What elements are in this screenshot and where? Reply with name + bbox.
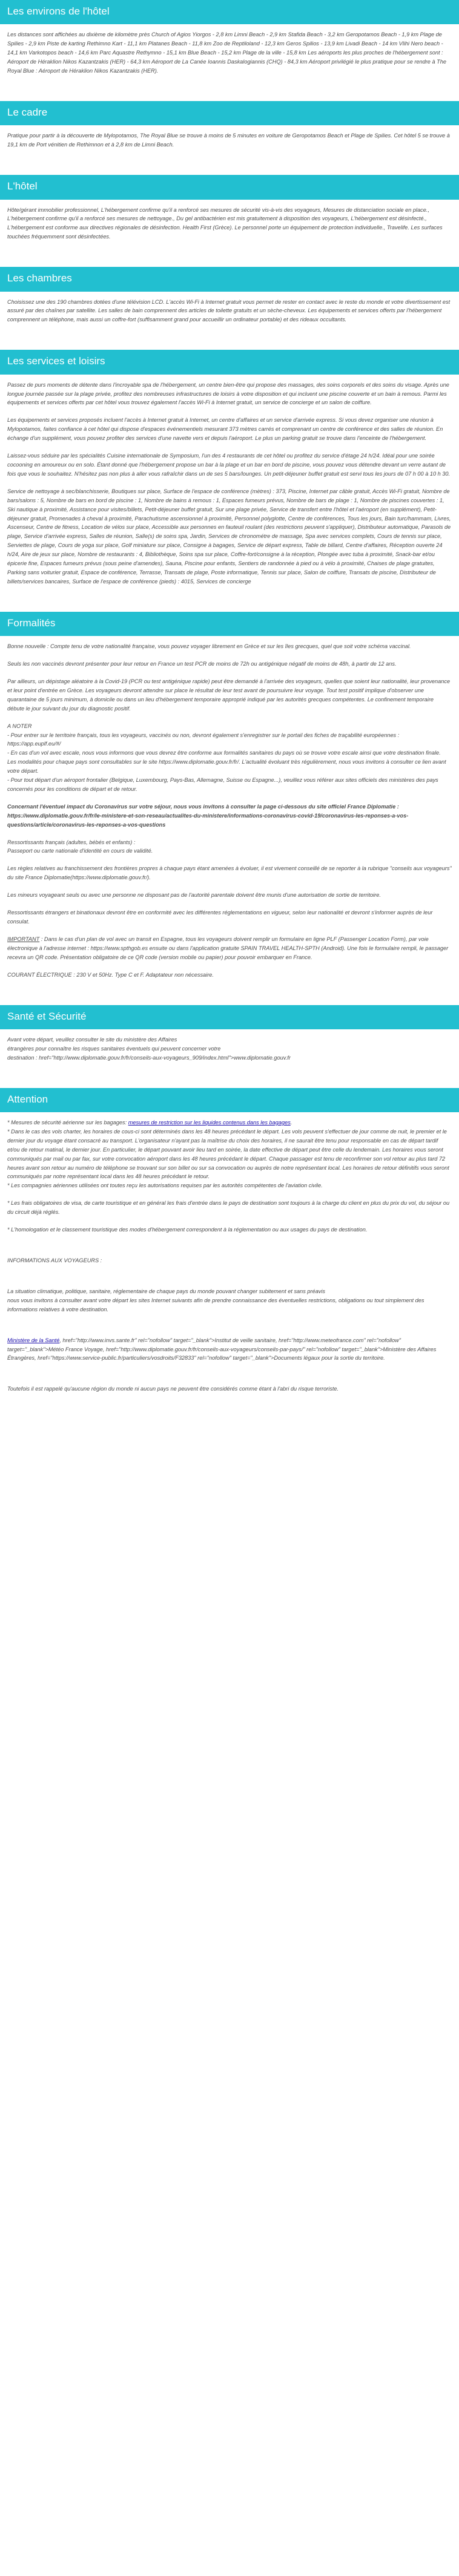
section-title-hotel: L'hôtel [0,175,459,199]
note-body: - Pour entrer sur le territoire français, tous les voyageurs, vaccinés ou non, devront également s'enregistrer sur le portail des fiches de traçabilité européennes : https://app.euplf.eu/#/ - En cas d'un vol avec escale, nous vous informons que vous devrez être conforme aux formalités sanitaires du pays où se trouve votre escale ainsi que votre destination finale. Les modalités pour chaque pays sont consultables sur le site https://www.diplomatie.gouv.fr/fr/. L'actualité évoluant très régulièrement, nous vous invitons à consulter ce lien avant votre départ. - Pour tout départ d'un aéroport frontalier (Belgique, Luxembourg, Pays-Bas, Allemagne, Suisse ou Espagne...), veuillez vous référer aux sites officiels des ministères des pays concernés pour les conditions de départ et de retour. [7,732,446,792]
flights-body: . * Dans le cas des vols charter, les horaires de cous-ci sont déterminés dans les 48 heures précédant le départ. Les vols peuvent s'effectuer de jour comme de nuit, le premier et le dernier jour du voyage étant consacré au transport. L'organisateur n'ayant pas la maîtrise du choix des horaires, il ne saurait être tenu pour responsable en cas de départ tardif et/ou de retour matinal, le dernier jour. En particulier, le départ pouvant avoir lieu tard en soirée, la date effective de départ peut être celle du lendemain. Les horaires vous seront communiqués par mail ou par fax, sur votre convocation aéroport dans les 48 heures précédant le départ. Chaque passager est tenu de reconfirmer son vol retour au plus tard 72 heures avant son retour au numéro de téléphone se trouvant sur son billet ou sur sa convocation ou auprès de notre représentant local. Les horaires de retour définitifs vous seront communiqués par notre représentant local dans les 48 heures précédant le retour. * Les compagnies aériennes utilisées ont toutes reçu les autorisations requises par les autorités compétentes de l'aviation civile. [7,1119,449,1189]
section-body-sante [0,1029,459,1070]
spacer [0,332,459,350]
attention-paragraph-situation: La situation climatique, politique, sanitaire, réglementaire de chaque pays du monde pouvant changer subitement et sans préavis nous vous invitons à consulter avant votre départ les sites Internet suivants afin de prendre connaissance des éventuelles restrictions, obligations ou tout simplement des informations relatives à votre destination. [7,1288,424,1313]
spacer [7,1323,452,1336]
spacer [0,594,459,612]
formalites-paragraph-nationality: Bonne nouvelle : Compte tenu de votre nationalité française, vous pouvez voyager librement en Grèce et sur les îles grecques, quel que soit votre schéma vaccinal. [7,643,411,650]
spacer [0,1070,459,1088]
formalites-paragraph-electricity: COURANT ÉLECTRIQUE : 230 V et 50Hz. Type C et F. Adaptateur non nécessaire. [7,971,214,978]
attention-paragraph-info-heading: INFORMATIONS AUX VOYAGEURS : [7,1257,102,1263]
formalites-paragraph-important [7,935,452,962]
section-body-hotel [0,200,459,249]
formalites-paragraph-return-test: Seuls les non vaccinés devront présenter pour leur retour en France un test PCR de moins de 72h ou antigénique négatif de moins de 48h, à partir de 12 ans. [7,661,397,667]
services-paragraph-amenities: Service de nettoyage à sec/blanchisserie, Boutiques sur place, Surface de l'espace de conférence (mètres) : 373, Piscine, Internet par câble gratuit, Accès Wi-Fi gratuit, Nombre de bars/salons : 5, Nombre de bars en bord de piscine : 1, Nombre de bains à remous : 1, Espaces fumeurs prévus, Nombre de bars de plage : 1, Nombre de piscines couvertes : 1, Ski nautique à proximité, Assistance pour visites/billets, Petit-déjeuner buffet gratuit, Sur une plage privée, Service de transfert entre l'hôtel et l'aéroport (en supplément), Petit-déjeuner gratuit, Promenades à cheval à proximité, Parachutisme ascensionnel à proximité, Personnel polyglotte, Centre de conférences, Tous les jours, Bain turc/hammam, Livres, Ascenseur, Centre de fitness, Location de vélos sur place, Accessible aux personnes en fauteuil roulant (des restrictions peuvent s'appliquer), Distributeur automatique, Parasols de plage, Service d'arrivée express, Salles de réunion, Salle(s) de soins spa, Jardin, Services de chronométre de massage, Spa avec services complets, Cours de tennis sur place, Serviettes de plage, Cours de yoga sur place, Golf miniature sur place, Consigne à bagages, Service de départ express, Table de billard, Centre d'affaires, Réception ouverte 24 h/24, Aire de jeux sur place, Nombre de restaurants : 4, Bibliothèque, Soins spa sur place, Coffre-fort/consigne à la réception, Plongée avec tuba à proximité, Snack-bar et/ou épicerie fine, Espaces fumeurs prévus (sous peine d'amendes), Sauna, Piscine pour enfants, Sentiers de randonnée à pied ou à vélo à proximité, Chaises de plage gratuites, Parking sans voiturier gratuit, Espace de conférence, Terrasse, Transats de plage, Poste informatique, Tennis sur place, Salon de coiffure, Transats de piscine, Distributeur de billets/services bancaires, Surface de l'espace de conférence (pieds) : 4015, Services de concierge [7,488,452,585]
section-services [0,350,459,594]
attention-paragraph-links [7,1336,452,1363]
spacer [7,1274,452,1287]
important-label: IMPORTANT [7,936,40,942]
section-formalites [0,612,459,987]
section-title-cadre: Le cadre [0,101,459,125]
ministere-sante-link[interactable]: Ministère de la Santé [7,1337,60,1343]
formalites-paragraph-foreigners: Ressortissants étrangers et binationaux devront être en conformité avec les différentes réglementations en vigueur, selon leur nationalité et devront s'informer auprès de leur consulat. [7,909,434,925]
cadre-paragraph: Pratique pour partir à la découverte de Mylopotamos, The Royal Blue se trouve à moins de 5 minutes en voiture de Geropotamos Beach et Plage de Spilies. Cet hôtel 5 se trouve à 19,1 km de Port vénitien de Rethimnon et à 2,8 km de Limni Beach. [7,133,452,148]
section-title-formalites: Formalités [0,612,459,636]
chambres-paragraph: Choisissez une des 190 chambres dotées d'une télévision LCD. L'accès Wi-Fi à Internet gratuit vous permet de rester en contact avec le reste du monde et votre divertissement est assuré par des chaînes par satellite. Les salles de bain comprennent des articles de toilette gratuits et un sèche-cheveux. Les équipements et services offerts par l'hébergement comprennent un téléphone, mais aussi un coffre-fort (suffisamment grand pour accueillir un ordinateur portable) et des rideaux occultants. [7,298,452,323]
formalites-paragraph-note [7,722,452,794]
section-title-sante: Santé et Sécurité [0,1005,459,1029]
services-paragraph-dining: Laissez-vous séduire par les spécialités Cuisine internationale de Symposium, l'un des 4 restaurants de cet hôtel ou profitez du service d'étage 24 h/24. Idéal pour une soirée cocooning en amoureux ou en solo. Étant donné que l'hébergement propose un bar à la plage et un bar en bord de piscine, vous pouvez vous détendre devant un verre autant de fois que vous le souhaitez. N'hésitez pas non plus à aller vous rafraîchir dans un de ses 5 bars/lounges. Un petit-déjeuner buffet gratuit est servi tous les jours de 07 h 00 à 10 h 30. [7,453,451,477]
section-body-formalites [0,636,459,986]
section-body-environs [0,24,459,83]
spacer [0,987,459,1005]
section-title-environs: Les environs de l'hôtel [0,0,459,24]
section-title-chambres: Les chambres [0,267,459,291]
attention-paragraph-flights [7,1118,452,1190]
note-heading: A NOTER [7,723,32,729]
section-hotel [0,175,459,249]
spacer [0,83,459,101]
section-title-services: Les services et loisirs [0,350,459,374]
important-body: : Dans le cas d'un plan de vol avec un transit en Espagne, tous les voyageurs doivent remplir un formulaire en ligne PLF (Passenger Location Form), par voie électronique à l'adresse internet : https://www.spthgob.es ensuite ou dans l'application gratuite SPAIN TRAVEL HEALTH-SPTH (Android). Une fois le formulaire rempli, le passager recevra un QR code. Présentation obligatoire de ce QR code (version mobile ou papier) pour pouvoir embarquer en France. [7,936,450,960]
services-paragraph-business: Les équipements et services proposés incluent l'accès à Internet gratuit à Internet, un centre d'affaires et un service d'arrivée express. Si vous devez organiser une réunion à Mylopotamos, faites confiance à cet hôtel qui dispose d'espaces événementiels mesurant 373 mètres carrés et comprenant un centre de conférence et des salles de réunion. En échange d'un supplément, vous pouvez profiter des services d'une navette vers et depuis l'aéroport. Le plus un parking gratuit se trouve dans l'enceinte de l'hébergement. [7,417,444,442]
section-chambres [0,267,459,332]
links-body: , href="http://www.invs.sante.fr" rel="nofollow" target="_blank">Institut de veille sanitaire, href="http://www.meteofrance.com" rel="nofollow" target="_blank">Météo France Voyage, href="http://www.diplomatie.gouv.fr/fr/conseils-aux-voyageurs/conseils-par-pays/" rel="nofollow" target="_blank">Ministère des Affaires Étrangères, href="https://www.service-public.fr/particuliers/vosdroits/F32833" rel="nofollow" target="_blank">Documents légaux pour la sortie du territoire. [7,1337,438,1362]
spacer [7,1371,452,1385]
baggage-intro: * Mesures de sécurité aérienne sur les bagages: [7,1119,128,1126]
attention-paragraph-fees: * Les frais obligatoires de visa, de carte touristique et en général les frais d'entrée dans le pays de destination sont toujours à la charge du client en plus du prix du vol, du séjour ou du circuit déjà réglés. [7,1200,451,1216]
services-paragraph-spa: Passez de purs moments de détente dans l'incroyable spa de l'hébergement, un centre bien-être qui propose des massages, des soins corporels et des soins du visage. Après une longue journée passée sur la plage privée, profitez des nombreuses infrastructures de loisirs à votre disposition et qui incluent une piscine couverte et un bain à remous. Parmi les équipements et services offerts par cet hôtel vous trouvez également l'accès Wi-Fi à Internet gratuit, un service de concierge et un salon de coiffure. [7,381,451,406]
section-body-chambres [0,292,459,332]
section-title-attention: Attention [0,1088,459,1112]
section-cadre [0,101,459,157]
attention-paragraph-terrorism: Toutefois il est rappelé qu'aucune région du monde ni aucun pays ne peuvent être considérés comme étant à l'abri du risque terroriste. [7,1386,339,1392]
section-body-services [0,375,459,594]
formalites-paragraph-random-testing: Par ailleurs, un dépistage aléatoire à la Covid-19 (PCR ou test antigénique rapide) peut être demandé à l'arrivée des voyageurs, quelles que soient leur nationalité, leur provenance et leur point d'entrée en Grèce. Les voyageurs devront attendre sur place le résultat de leur test avant de poursuivre leur voyage. Tout test positif implique d'observer une quarantaine de 5 jours minimum, à domicile ou dans un lieu d'hébergement temporaire approprié indiqué par les autorités grecques compétentes. Le confinement temporaire débute le jour suivant du jour du diagnostic positif. [7,678,452,712]
hotel-paragraph: Hôte/gérant immobilier professionnel, L'hébergement confirme qu'il a renforcé ses mesures de sécurité vis-à-vis des voyageurs, Mesures de distanciation sociale en place., L'hébergement confirme qu'il a renforcé ses mesures de nettoyage., Du gel antibactérien est mis gratuitement à disposition des voyageurs, L'hébergement est désinfecté., L'hébergement est conforme aux directives régionales de désinfection. Health First (Grèce). Le personnel porte un équipement de protection individuelle., Travelife. Les surfaces touchées fréquemment sont désinfectées. [7,206,444,240]
formalites-paragraph-borders: Les règles relatives au franchissement des frontières propres à chaque pays étant amenées à évoluer, il est vivement conseillé de se reporter à la rubrique "conseils aux voyageurs" du site France Diplomatie(https://www.diplomatie.gouv.fr/). [7,865,454,881]
section-sante [0,1005,459,1070]
formalites-paragraph-coronavirus: Concernant l'éventuel impact du Coronavirus sur votre séjour, nous vous invitons à consulter la page ci-dessous du site officiel France Diplomatie : https://www.diplomatie.gouv.fr/fr/le-ministere-et-son-reseau/actualites-du-ministere/informations-coronavirus-covid-19/coronavirus-les-reponses-a-vos-questions/article/coronavirus-les-reponses-a-vos-questions [7,803,409,828]
section-body-cadre [0,125,459,157]
spacer [0,249,459,267]
formalites-paragraph-documents: Ressortissants français (adultes, bébés et enfants) : Passeport ou carte nationale d'identité en cours de validité. [7,839,153,854]
spacer [0,157,459,175]
environs-paragraph: Les distances sont affichées au dixième de kilomètre près Church of Agios Yiorgos - 2,8 km Limni Beach - 2,9 km Stafida Beach - 3,2 km Geropotamos Beach - 1,9 km Plage de Spilies - 2,9 km Piste de karting Rethimno Kart - 11,1 km Platanes Beach - 11,8 km Zoo de Reptiloland - 12,3 km Geros Spilios - 13,9 km Livadi Beach - 14 km Vlihi Nero beach - 14,1 km Varkotopos beach - 14,6 km Parc Aquastre Rethymno - 15,1 km Blue Beach - 15,2 km Plage de la ville - 15,8 km Les aéroports les plus proches de l'hébergement sont : Aéroport de Héraklion Nikos Kazantzakis (HER) - 64,3 km Aéroport de La Canée Ioannis Daskalogiannis (CHQ) - 84,3 km Aéroport privilégié le plus pratique pour se rendre à The Royal Blue : Aéroport de Héraklion Nikos Kazantzakis (HER). [7,31,448,74]
section-attention [0,1088,459,1401]
attention-paragraph-classification: * L'homologation et le classement touristique des modes d'hébergement correspondent à la réglementation ou aux usages du pays de destination. [7,1227,368,1233]
section-body-attention [0,1112,459,1401]
spacer [7,1243,452,1256]
liquids-restriction-link[interactable]: mesures de restriction sur les liquides contenus dans les bagages [128,1119,291,1126]
section-environs [0,0,459,83]
formalites-paragraph-minors: Les mineurs voyageant seuls ou avec une personne ne disposant pas de l'autorité parentale doivent être munis d'une autorisation de sortie de territoire. [7,892,381,899]
sante-paragraph: Avant votre départ, veuillez consulter le site du ministère des Affaires étrangères pour connaître les risques sanitaires éventuels qui peuvent concerner votre destination : href="http://www.diplomatie.gouv.fr/fr/conseils-aux-voyageurs_909/index.html">www.diplomatie.gouv.fr [7,1036,291,1061]
